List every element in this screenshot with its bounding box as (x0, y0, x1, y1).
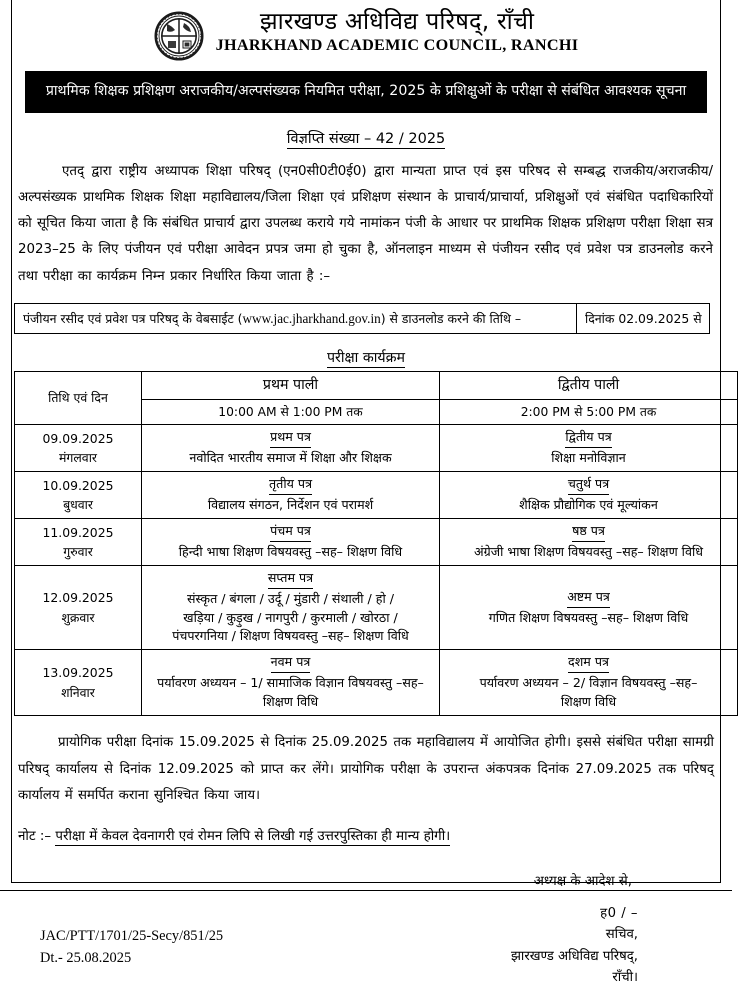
download-date-box (14, 303, 710, 334)
org-name-hindi: झारखण्ड अधिविद्य परिषद्, राँची (259, 7, 535, 35)
shift2-paper: दशम पत्र (568, 653, 609, 673)
note-text: परीक्षा में केवल देवनागरी एवं रोमन लिपि से लिखी गई उत्तरपुस्तिका ही मान्य होगी। (55, 828, 451, 844)
shift2-subject: शिक्षा मनोविज्ञान (551, 450, 626, 466)
row-day-value: मंगलवार (59, 450, 97, 466)
shift1-time: 10:00 AM से 1:00 PM तक (142, 400, 440, 425)
jac-website-url[interactable]: www.jac.jharkhand.gov.in (242, 310, 381, 326)
shift2-paper: चतुर्थ पत्र (568, 475, 609, 495)
row-date-value: 10.09.2025 (42, 477, 114, 493)
col-header-date: तिथि एवं दिन (15, 371, 142, 425)
memo-block (18, 903, 223, 970)
notice-number-label: विज्ञप्ति संख्या – 42 / 2025 (286, 131, 446, 147)
memo-date: Dt.- 25.08.2025 (40, 950, 132, 967)
row-shift1 (142, 650, 440, 716)
row-shift2 (440, 472, 738, 519)
jac-seal-icon (154, 11, 204, 61)
schedule-title-label: परीक्षा कार्यक्रम (326, 349, 406, 366)
row-date (15, 519, 142, 566)
schedule-title (14, 348, 718, 367)
shift2-subject: शैक्षिक प्रौद्योगिक एवं मूल्यांकन (519, 497, 658, 513)
memo-number: JAC/PTT/1701/25-Secy/851/25 (40, 927, 224, 944)
note-line (14, 826, 718, 844)
row-date (15, 565, 142, 650)
document-header (14, 0, 718, 61)
shift1-paper: पंचम पत्र (270, 522, 311, 542)
org-name-english: JHARKHAND ACADEMIC COUNCIL, RANCHI (215, 35, 579, 54)
signatory-org: झारखण्ड अधिविद्य परिषद्, (510, 948, 638, 964)
table-row (15, 425, 738, 472)
signatory-block (511, 903, 714, 988)
row-date-value: 12.09.2025 (42, 590, 114, 606)
row-date-value: 13.09.2025 (42, 665, 114, 681)
row-date (15, 425, 142, 472)
notice-number (14, 128, 718, 148)
shift1-paper: तृतीय पत्र (269, 475, 312, 495)
notice-banner: प्राथमिक शिक्षक प्रशिक्षण अराजकीय/अल्पसंख्यक नियमित परीक्षा, 2025 के प्रशिक्षुओं के परीक्षा से संबंधित आवश्यक सूचना (25, 71, 707, 113)
row-shift1 (142, 519, 440, 566)
row-shift1 (142, 472, 440, 519)
shift1-paper: सप्तम पत्र (268, 569, 313, 589)
table-row (15, 565, 738, 650)
download-date-value: दिनांक 02.09.2025 से (585, 310, 702, 326)
shift2-paper: द्वितीय पत्र (565, 428, 611, 448)
shift1-subject: पर्यावरण अध्ययन – 1/ सामाजिक विज्ञान विषयवस्तु –सह– शिक्षण विधि (157, 675, 424, 710)
shift1-paper: नवम पत्र (271, 653, 311, 673)
shift1-subject: संस्कृत / बंगला / उर्दू / मुंडारी / संथाली / हो / खड़िया / कुड़ुख / नागपुरी / कुरमाली / खोरठा / पंचपरगनिया / शिक्षण विषयवस्तु –सह– शिक्षण विधि (172, 590, 409, 644)
col-header-shift2: द्वितीय पाली (440, 371, 738, 399)
col-header-shift1: प्रथम पाली (142, 371, 440, 399)
shift2-paper: षष्ठ पत्र (572, 522, 605, 542)
row-shift2 (440, 425, 738, 472)
table-header-row (15, 371, 738, 399)
row-shift1 (142, 565, 440, 650)
by-order-text: अध्यक्ष के आदेश से, (533, 873, 632, 889)
signatory-designation: सचिव, (605, 927, 638, 943)
row-shift2 (440, 650, 738, 716)
row-day-value: बुधवार (63, 497, 93, 513)
row-shift2 (440, 519, 738, 566)
table-row (15, 519, 738, 566)
exam-schedule-table (14, 371, 738, 716)
shift1-subject: हिन्दी भाषा शिक्षण विषयवस्तु –सह– शिक्षण विधि (178, 543, 403, 559)
intro-paragraph: एतद् द्वारा राष्ट्रीय अध्यापक शिक्षा परिषद् (एन0सी0टी0ई0) द्वारा मान्यता प्राप्त एवं इस परिषद से सम्बद्ध राजकीय/अराजकीय/अल्पसंख्यक प्राथमिक शिक्षक शिक्षा महाविद्यालय/जिला शिक्षा एवं प्रशिक्षण संस्थान के प्राचार्य/प्राचार्या, प्रशिक्षुओं एवं संबंधित पदाधिकारियों को सूचित किया जाता है कि संबंधित प्राचार्य द्वारा उपलब्ध कराये गये नामांकन पंजी के आधार पर प्राथमिक शिक्षक प्रशिक्षण परीक्षा शिक्षा सत्र 2023–25 के लिए पंजीयन एवं परीक्षा आवेदन प्रपत्र जमा हो चुका है, ऑनलाइन माध्यम से पंजीयन रसीद एवं प्रवेश पत्र डाउनलोड करने तथा परीक्षा का कार्यक्रम निम्न प्रकार निर्धारित किया जाता है :– (18, 164, 713, 284)
note-label: नोट :– (18, 828, 52, 844)
row-day-value: गुरुवार (63, 543, 93, 559)
signature-mark: ह0 / – (600, 905, 638, 921)
row-shift1 (142, 425, 440, 472)
row-date-value: 11.09.2025 (42, 524, 114, 540)
row-date-value: 09.09.2025 (42, 431, 114, 447)
row-shift2 (440, 565, 738, 650)
shift2-subject: पर्यावरण अध्ययन – 2/ विज्ञान विषयवस्तु –सह– शिक्षण विधि (479, 675, 698, 710)
download-label-cell (15, 304, 577, 333)
shift1-subject: नवोदित भारतीय समाज में शिक्षा और शिक्षक (189, 450, 392, 466)
table-row (15, 650, 738, 716)
signature-block (14, 903, 718, 988)
shift1-paper: प्रथम पत्र (270, 428, 311, 448)
practical-exam-paragraph: प्रायोगिक परीक्षा दिनांक 15.09.2025 से दिनांक 25.09.2025 तक महाविद्यालय में आयोजित होगी। इससे संबंधित परीक्षा सामग्री परिषद् कार्यालय से दिनांक 12.09.2025 को प्राप्त कर लेंगे। प्रायोगिक परीक्षा के उपरान्त अंकपत्रक दिनांक 27.09.2025 तक परिषद् कार्यालय में समर्पित कराना सुनिश्चित किया जाय। (18, 735, 714, 804)
signatory-place: राँची। (612, 969, 638, 985)
row-day-value: शनिवार (61, 684, 95, 700)
shift2-subject: गणित शिक्षण विषयवस्तु –सह– शिक्षण विधि (488, 609, 689, 625)
shift2-paper: अष्टम पत्र (567, 588, 610, 608)
shift2-time: 2:00 PM से 5:00 PM तक (440, 400, 738, 425)
row-day-value: शुक्रवार (61, 609, 95, 625)
row-date (15, 472, 142, 519)
table-row (15, 472, 738, 519)
row-date (15, 650, 142, 716)
download-label-after: ) से डाउनलोड करने की तिथि – (380, 310, 522, 326)
shift2-subject: अंग्रेजी भाषा शिक्षण विषयवस्तु –सह– शिक्षण विधि (474, 543, 703, 559)
shift1-subject: विद्यालय संगठन, निर्देशन एवं परामर्श (207, 497, 374, 513)
download-label-before: पंजीयन रसीद एवं प्रवेश पत्र परिषद् के वेबसाईट ( (23, 310, 243, 326)
